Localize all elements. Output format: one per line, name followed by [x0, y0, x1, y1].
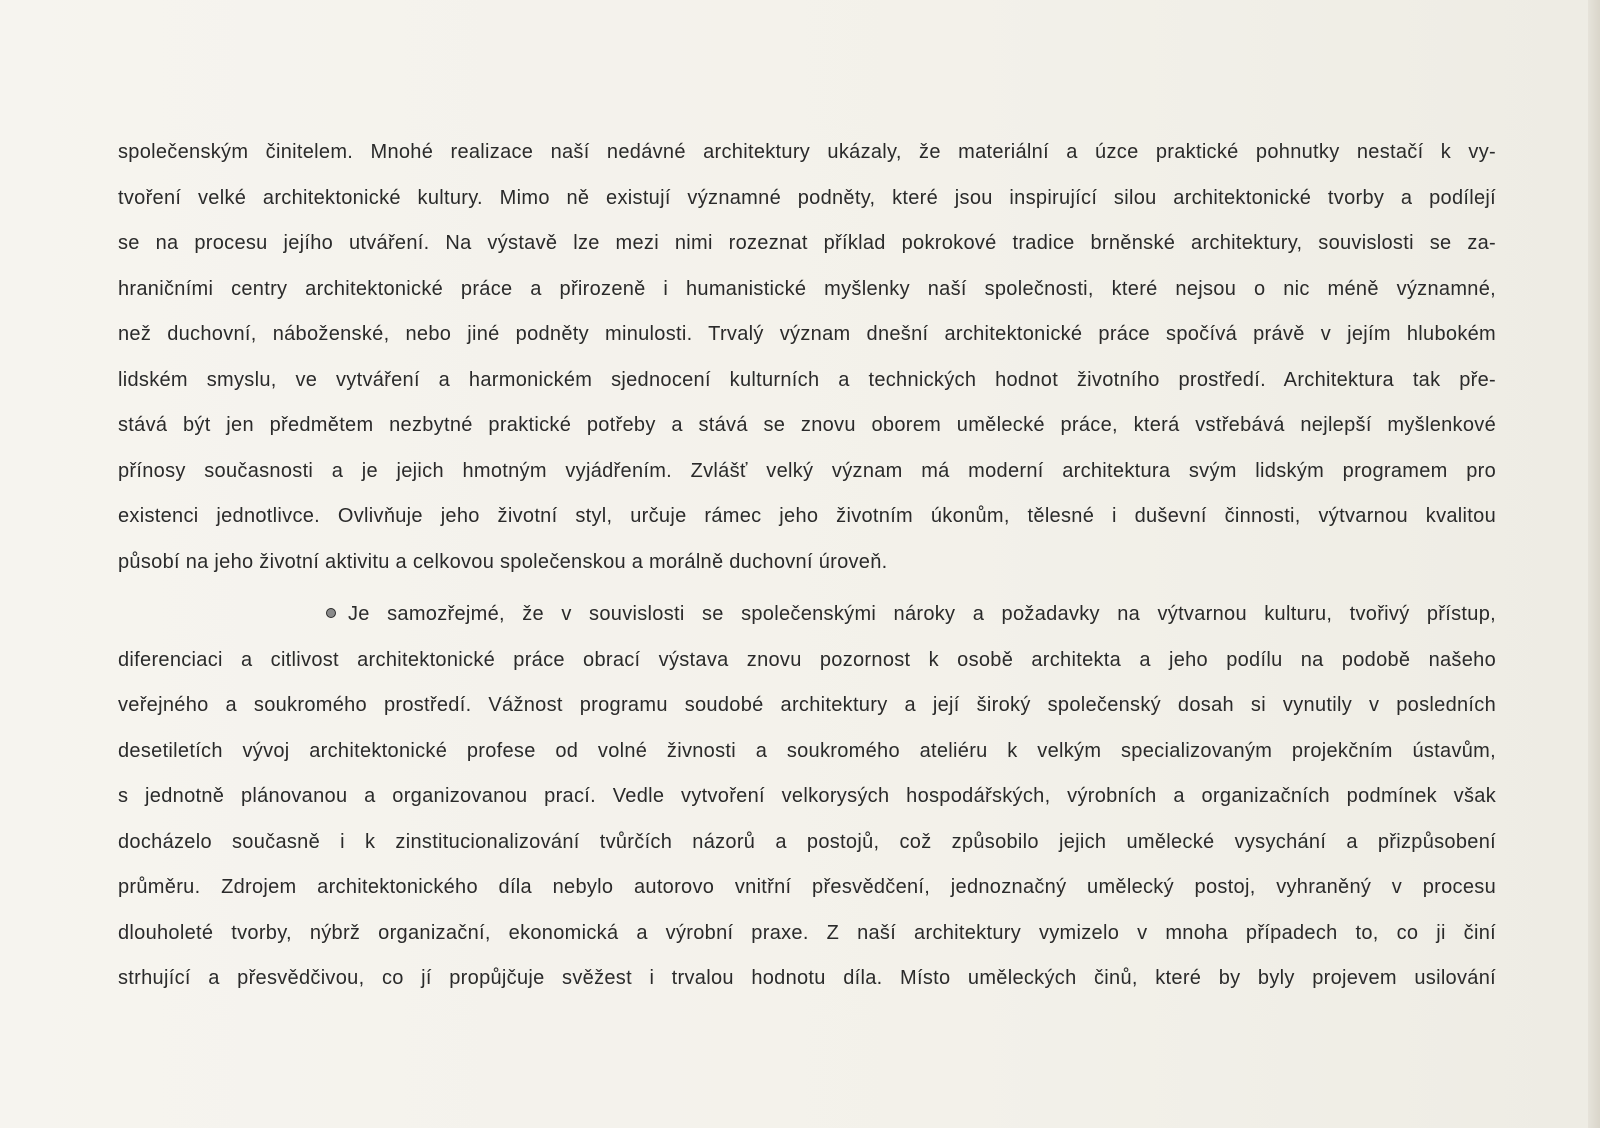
text-line: společenským činitelem. Mnohé realizace naší nedávné architektury ukázaly, že materiální a úzce praktické pohnutky nestačí k vy-: [118, 141, 1496, 163]
text-line: se na procesu jejího utváření. Na výstavě lze mezi nimi rozeznat příklad pokrokové tradice brněnské architektury, souvislosti se za-: [118, 232, 1496, 254]
text-line: tvoření velké architektonické kultury. Mimo ně existují významné podněty, které jsou inspirující silou architektonické tvorby a podílejí: [118, 186, 1496, 209]
text-line: průměru. Zdrojem architektonického díla nebylo autorovo vnitřní přesvědčení, jednoznačný umělecký postoj, vyhraněný v procesu: [118, 876, 1496, 898]
text-line: lidském smyslu, ve vytváření a harmonickém sjednocení kulturních a technických hodnot životního prostředí. Architektura tak pře-: [118, 368, 1496, 391]
text-line: dlouholeté tvorby, nýbrž organizační, ekonomická a výrobní praxe. Z naší architektury vymizelo v mnoha případech to, co ji činí: [118, 921, 1496, 944]
text-line: docházelo současně i k zinstitucionalizování tvůrčích názorů a postojů, což způsobilo jejich umělecké vysychání a přizpůsobení: [118, 830, 1496, 853]
text-line: diferenciaci a citlivost architektonické práce obrací výstava znovu pozornost k osobě architekta a jeho podílu na podobě našeho: [118, 648, 1496, 671]
text-line: stává být jen předmětem nezbytné praktické potřeby a stává se znovu oborem umělecké práce, která vstřebává nejlepší myšlenkové: [118, 414, 1496, 436]
text-line: existenci jednotlivce. Ovlivňuje jeho životní styl, určuje rámec jeho životním úkonům, tělesné i duševní činnosti, výtvarnou kvalitou: [118, 505, 1496, 527]
text-line: strhující a přesvědčivou, co jí propůjčuje svěžest i trvalou hodnotu díla. Místo uměleckých činů, které by byly projevem usilování: [118, 967, 1496, 989]
text-line: hraničními centry architektonické práce a přirozeně i humanistické myšlenky naší společnosti, které nejsou o nic méně významné,: [118, 277, 1496, 300]
text-line: veřejného a soukromého prostředí. Vážnost programu soudobé architektury a její široký společenský dosah si vynutily v posledních: [118, 694, 1496, 716]
text-line: desetiletích vývoj architektonické profese od volné živnosti a soukromého ateliéru k velkým specializovaným projekčním ústavům,: [118, 739, 1496, 762]
paragraph-1: [118, 130, 1496, 585]
text-line-first: [118, 592, 1496, 638]
text-line: než duchovní, náboženské, nebo jiné podněty minulosti. Trvalý význam dnešní architektonické práce spočívá právě v jejím hlubokém: [118, 323, 1496, 345]
text-line: přínosy současnosti a je jejich hmotným vyjádřením. Zvlášť velký význam má moderní architektura svým lidským programem pro: [118, 459, 1496, 482]
text-line: působí na jeho životní aktivitu a celkovou společenskou a morálně duchovní úroveň.: [118, 550, 888, 573]
page-edge: [1588, 0, 1600, 1128]
text-line: Je samozřejmé, že v souvislosti se společenskými nároky a požadavky na výtvarnou kulturu, tvořivý přístup,: [348, 603, 1496, 625]
text-line: s jednotně plánovanou a organizovanou prací. Vedle vytvoření velkorysých hospodářských, výrobních a organizačních podmínek však: [118, 785, 1496, 807]
paragraph-2: [118, 592, 1496, 1002]
bullet-icon: [326, 608, 336, 618]
